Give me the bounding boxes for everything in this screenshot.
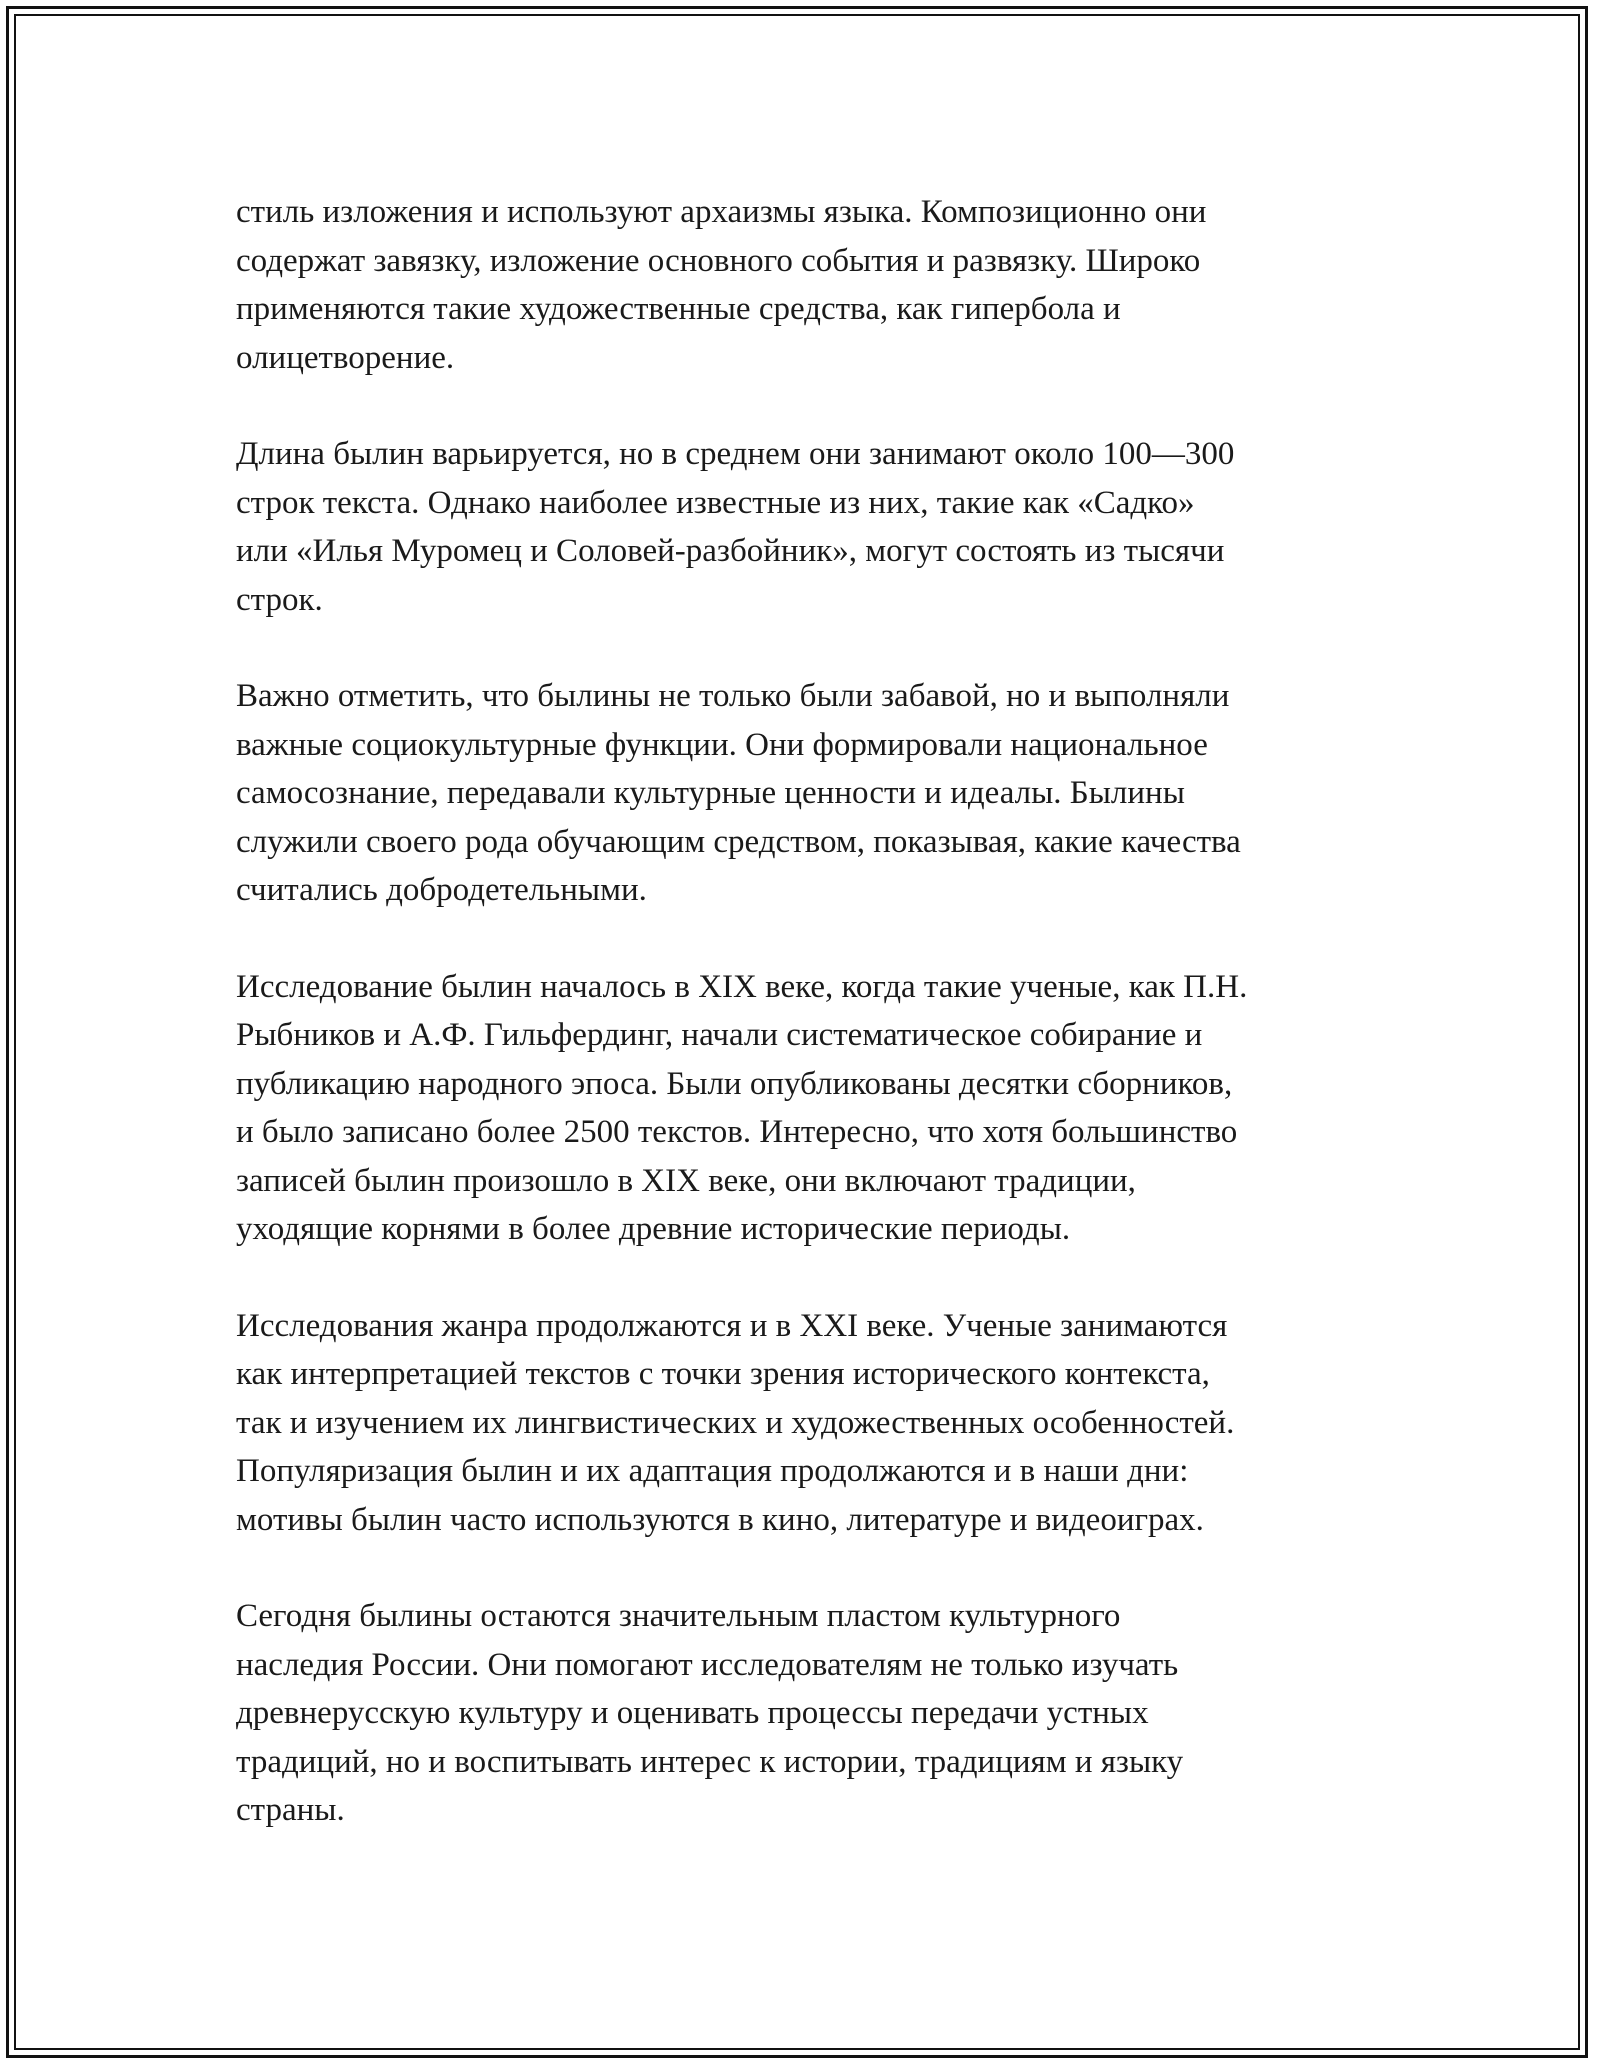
- text-line: и было записано более 2500 текстов. Интересно, что хотя большинство: [236, 1114, 1238, 1150]
- text-line: Исследование былин началось в XIX веке, когда такие ученые, как П.Н.: [236, 968, 1248, 1005]
- text-line: древнерусскую культуру и оценивать процессы передачи устных: [236, 1695, 1149, 1731]
- text-line: Сегодня былины остаются значительным пластом культурного: [236, 1598, 1121, 1634]
- text-line: строк текста. Однако наиболее известные из них, такие как «Садко»: [236, 484, 1195, 521]
- text-line: традиций, но и воспитывать интерес к истории, традициям и языку: [236, 1743, 1184, 1780]
- text-line: строк.: [236, 581, 323, 618]
- text-line: олицетворение.: [236, 339, 455, 376]
- text-line: мотивы былин часто используются в кино, литературе и видеоиграх.: [236, 1501, 1204, 1538]
- text-line: самосознание, передавали культурные ценности и идеалы. Былины: [236, 775, 1185, 811]
- text-line: публикацию народного эпоса. Были опубликованы десятки сборников,: [236, 1065, 1233, 1102]
- text-line: так и изучением их лингвистических и художественных особенностей.: [236, 1404, 1235, 1441]
- text-line: содержат завязку, изложение основного события и развязку. Широко: [236, 242, 1201, 279]
- text-line: наследия России. Они помогают исследователям не только изучать: [236, 1646, 1179, 1683]
- paragraph-1: [236, 188, 1366, 382]
- text-line: или «Илья Муромец и Соловей-разбойник», могут состоять из тысячи: [236, 533, 1225, 569]
- paragraph-3: [236, 672, 1366, 915]
- text-line: как интерпретацией текстов с точки зрения исторического контекста,: [236, 1356, 1210, 1392]
- text-line: уходящие корнями в более древние исторические периоды.: [236, 1211, 1071, 1247]
- paragraph-6: [236, 1592, 1366, 1835]
- paragraph-5: [236, 1302, 1366, 1545]
- text-line: применяются такие художественные средства, как гипербола и: [236, 291, 1121, 327]
- text-line: Рыбников и А.Ф. Гильфердинг, начали систематическое собирание и: [236, 1017, 1203, 1053]
- text-line: Популяризация былин и их адаптация продолжаются и в наши дни:: [236, 1453, 1189, 1489]
- text-line: служили своего рода обучающим средством, показывая, какие качества: [236, 823, 1241, 860]
- paragraph-2: [236, 430, 1366, 624]
- text-line: Важно отметить, что былины не только были забавой, но и выполняли: [236, 678, 1230, 714]
- text-line: стиль изложения и используют архаизмы языка. Композиционно они: [236, 194, 1207, 230]
- document-body: [236, 188, 1366, 1883]
- text-line: Исследования жанра продолжаются и в XXI веке. Ученые занимаются: [236, 1307, 1228, 1344]
- text-line: считались добродетельными.: [236, 872, 647, 908]
- text-line: Длина былин варьируется, но в среднем они занимают около 100—300: [236, 436, 1235, 472]
- text-line: записей былин произошло в XIX веке, они включают традиции,: [236, 1162, 1136, 1199]
- text-line: важные социокультурные функции. Они формировали национальное: [236, 726, 1208, 763]
- paragraph-4: [236, 963, 1366, 1254]
- text-line: страны.: [236, 1792, 345, 1828]
